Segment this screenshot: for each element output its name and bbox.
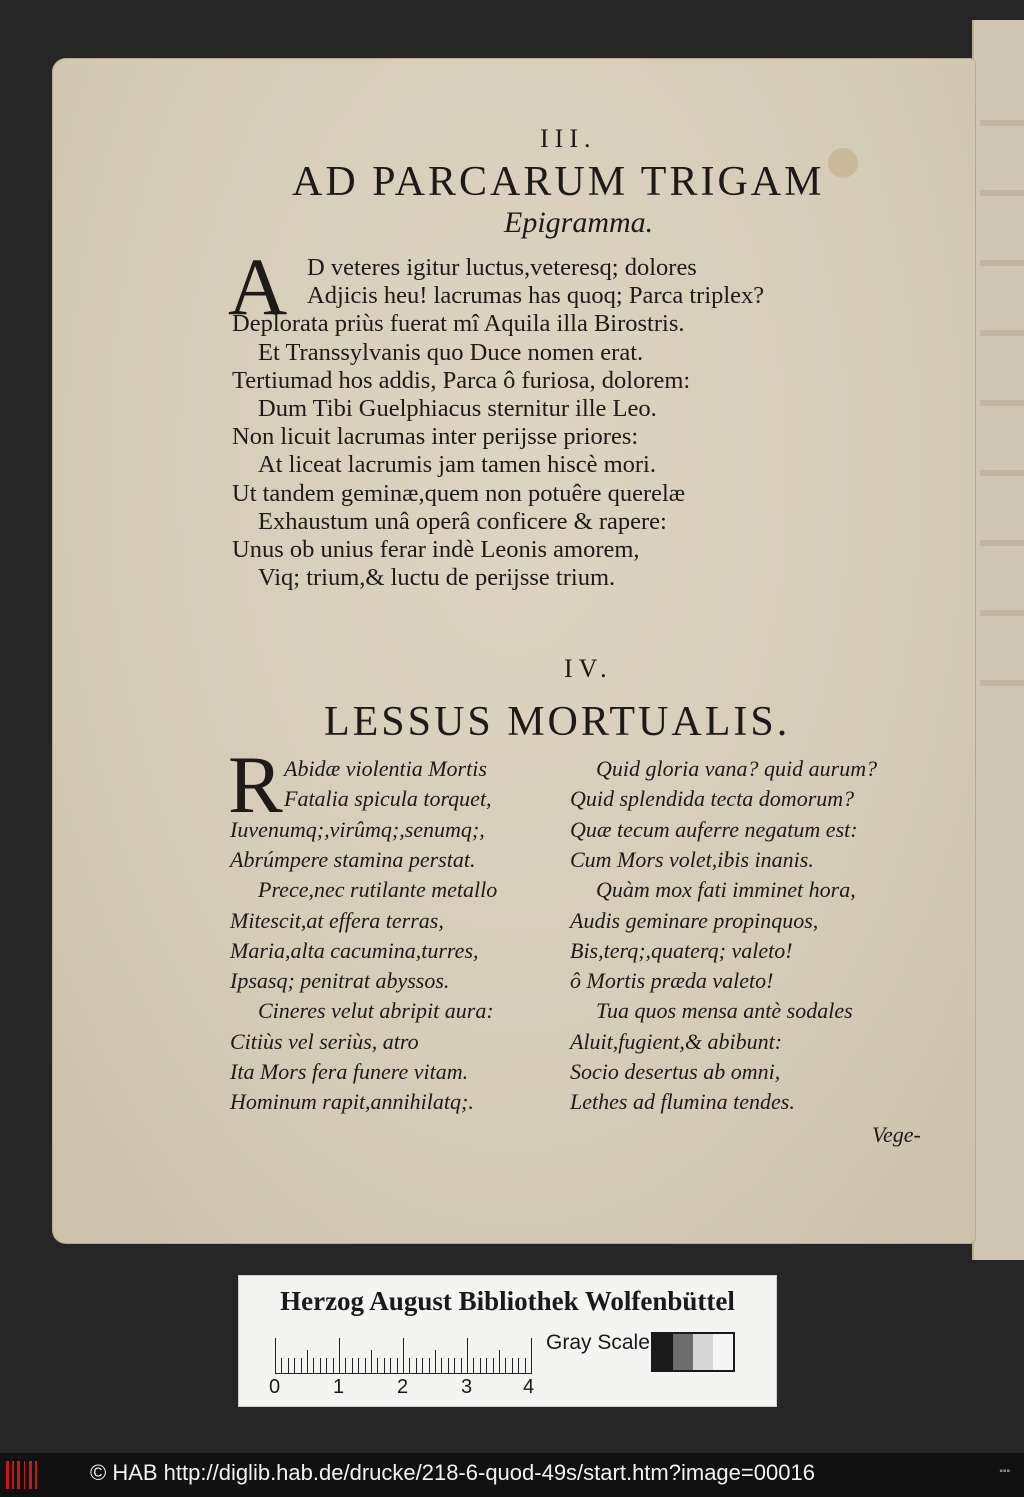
book-page: [52, 58, 976, 1244]
lessus-right-line: Audis geminare propinquos,: [570, 907, 819, 933]
poem-line: Deplorata priùs fuerat mî Aquila illa Birostris.: [232, 310, 685, 338]
lessus-left-line: Iuvenumq;,virûmq;,senumq;,: [230, 816, 485, 842]
ruler-number-3: 3: [461, 1376, 473, 1398]
poem-line: Exhaustum unâ operâ conficere & rapere:: [258, 507, 667, 535]
corner-mark-icon: ▪▪▪: [999, 1466, 1010, 1477]
gray-swatch: [713, 1334, 733, 1370]
gray-swatch: [693, 1334, 713, 1370]
poem-line: Et Transsylvanis quo Duce nomen erat.: [258, 338, 644, 366]
facing-page-edge: [972, 20, 1024, 1260]
lessus-left-line: Fatalia spicula torquet,: [284, 786, 492, 812]
lessus-right-line: Quid gloria vana? quid aurum?: [596, 756, 878, 781]
poem-line: Viq; trium,& luctu de perijsse trium.: [258, 564, 616, 592]
lessus-right-line: Lethes ad flumina tendes.: [570, 1089, 795, 1115]
section-title-ad-parcarum: AD PARCARUM TRIGAM: [292, 159, 825, 205]
lessus-right-line: ô Mortis præda valeto!: [570, 968, 774, 994]
gray-scale-swatches: [651, 1332, 735, 1372]
section-number-iv: IV.: [564, 654, 613, 683]
ruler-number-0: 0: [269, 1376, 281, 1398]
dropcap-r: R: [228, 739, 283, 830]
section-title-lessus-mortualis: LESSUS MORTUALIS.: [324, 699, 791, 745]
gray-swatch: [673, 1334, 693, 1370]
paper-stain: [828, 148, 858, 178]
lessus-left-line: Abidæ violentia Mortis: [284, 756, 487, 781]
lessus-right-line: Quàm mox fati imminet hora,: [596, 877, 856, 903]
lessus-right-line: Cum Mors volet,ibis inanis.: [570, 846, 814, 872]
lessus-left-line: Mitescit,at effera terras,: [230, 907, 444, 933]
poem-line: Adjicis heu! lacrumas has quoq; Parca triplex?: [307, 282, 765, 310]
lessus-left-line: Prece,nec rutilante metallo: [258, 877, 498, 903]
copyright-url: © HAB http://diglib.hab.de/drucke/218-6-quod-49s/start.htm?image=00016: [90, 1460, 815, 1485]
poem-line: At liceat lacrumis jam tamen hiscè mori.: [258, 451, 656, 479]
poem-line: Non licuit lacrumas inter perijsse priores:: [232, 423, 639, 451]
lessus-right-line: Bis,terq;,quaterq; valeto!: [570, 937, 793, 963]
section-subtitle-epigramma: Epigramma.: [504, 206, 654, 239]
barcode-icon: [6, 1461, 48, 1489]
section-number-iii: III.: [540, 124, 597, 153]
lessus-left-line: Cineres velut abripit aura:: [258, 998, 494, 1024]
institution-name: Herzog August Bibliothek Wolfenbüttel: [280, 1286, 735, 1316]
poem-line: Tertiumad hos addis, Parca ô furiosa, dolorem:: [232, 366, 691, 394]
lessus-right-line: Quæ tecum auferre negatum est:: [570, 816, 858, 842]
poem-line: Unus ob unius ferar indè Leonis amorem,: [232, 536, 640, 563]
catchword: Vege-: [872, 1122, 921, 1147]
lessus-left-line: Ipsasq; penitrat abyssos.: [230, 968, 450, 994]
lessus-left-line: Citiùs vel seriùs, atro: [230, 1028, 419, 1054]
lessus-right-line: Tua quos mensa antè sodales: [596, 998, 853, 1024]
ruler-number-1: 1: [333, 1376, 345, 1398]
lessus-right-line: Socio desertus ab omni,: [570, 1059, 781, 1084]
lessus-left-line: Ita Mors fera funere vitam.: [230, 1059, 469, 1084]
library-color-chart-label: [238, 1275, 777, 1407]
lessus-left-line: Hominum rapit,annihilatq;.: [230, 1089, 474, 1115]
footer-bar: [0, 1453, 1024, 1497]
lessus-left-line: Abrúmpere stamina perstat.: [230, 846, 476, 872]
lessus-right-line: Aluit,fugient,& abibunt:: [570, 1028, 783, 1054]
lessus-right-line: Quid splendida tecta domorum?: [570, 786, 855, 812]
ruler-number-4: 4: [523, 1376, 535, 1398]
lessus-left-line: Maria,alta cacumina,turres,: [230, 937, 479, 963]
gray-scale-label: Gray Scale: [546, 1331, 650, 1354]
poem-line: Dum Tibi Guelphiacus sternitur ille Leo.: [258, 395, 657, 422]
dropcap-a: A: [228, 241, 288, 332]
poem-line: D veteres igitur luctus,veteresq; dolores: [307, 254, 697, 281]
measurement-ruler: [275, 1334, 531, 1374]
ruler-number-2: 2: [397, 1376, 409, 1398]
gray-swatch: [653, 1334, 673, 1370]
poem-line: Ut tandem geminæ,quem non potuêre querelæ: [232, 479, 686, 507]
